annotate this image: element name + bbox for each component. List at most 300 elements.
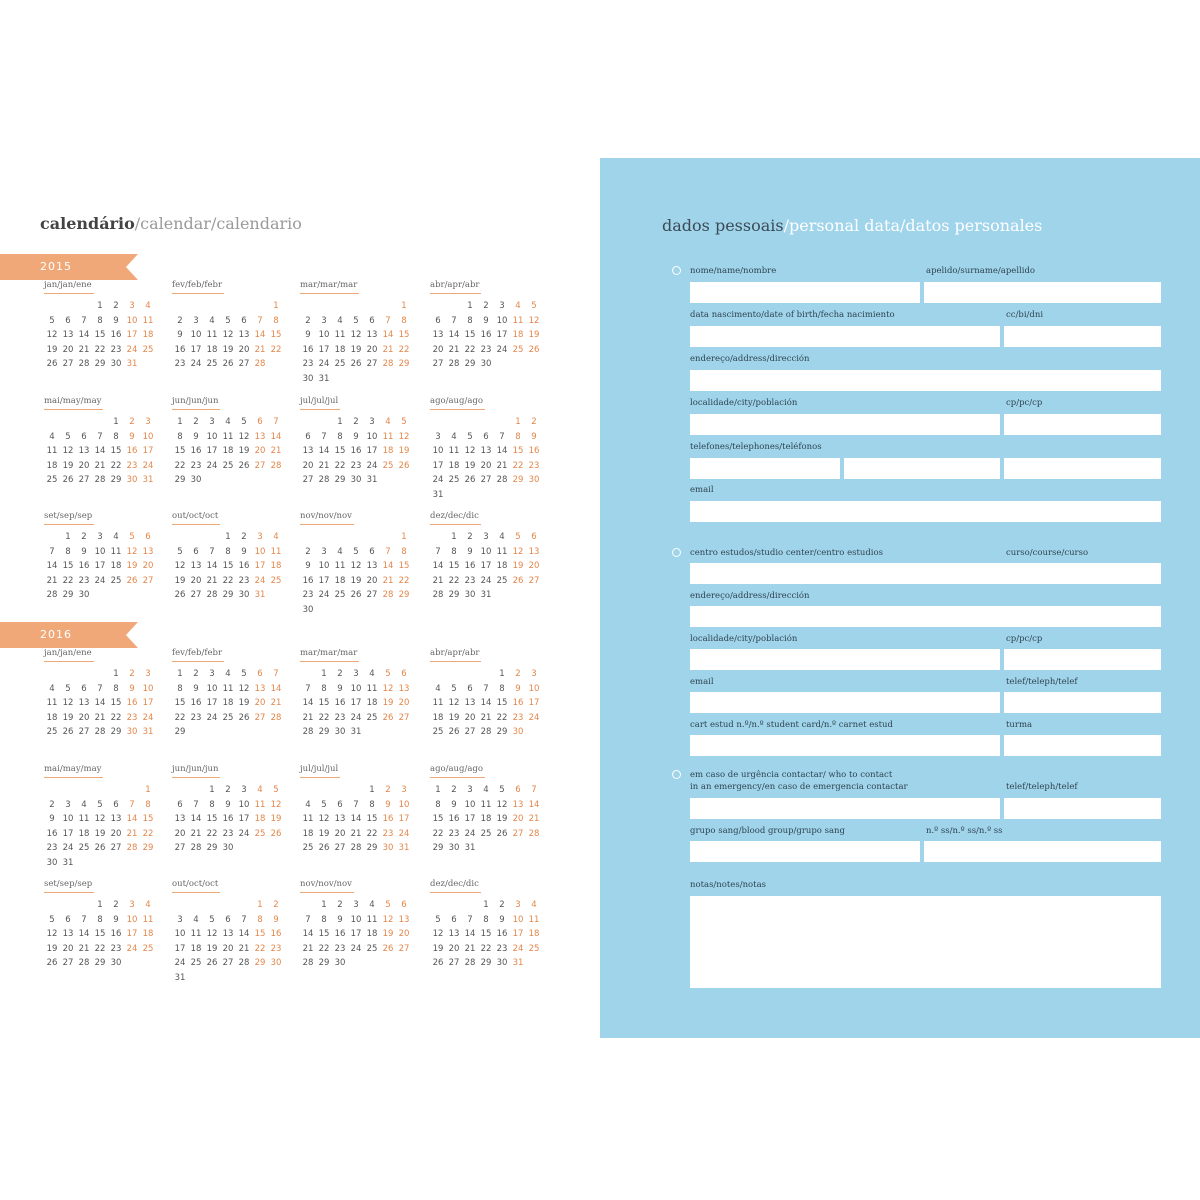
day-number: 1 <box>113 417 119 427</box>
day-number: 18 <box>432 712 444 723</box>
day-number: 21 <box>302 712 314 723</box>
day-number: 14 <box>94 698 106 708</box>
day-number: 28 <box>94 727 106 737</box>
day-number: 16 <box>496 929 508 939</box>
day-blank <box>332 530 348 545</box>
month-1-5 <box>172 756 284 856</box>
day-number: 13 <box>110 814 122 824</box>
day-number: 3 <box>177 914 183 925</box>
day-number: 25 <box>142 344 154 355</box>
day-blank <box>364 530 380 545</box>
day-number: 20 <box>254 446 266 456</box>
day-number: 5 <box>49 315 55 326</box>
day-blank <box>446 898 462 913</box>
day-number: 5 <box>385 669 391 679</box>
day-number: 11 <box>110 546 122 557</box>
month-name: abr/apr/abr <box>430 648 481 662</box>
day-number: 13 <box>512 799 524 810</box>
day-number: 4 <box>113 532 119 542</box>
day-number: 12 <box>350 330 362 340</box>
day-blank <box>60 667 76 682</box>
day-number: 2 <box>337 669 343 679</box>
day-number: 5 <box>65 431 71 442</box>
day-number: 28 <box>190 843 202 853</box>
month-1-0 <box>44 640 156 740</box>
day-number: 5 <box>467 431 473 442</box>
day-number: 12 <box>270 799 282 810</box>
day-blank <box>332 783 348 798</box>
day-number: 5 <box>401 417 407 427</box>
day-number: 18 <box>142 929 154 939</box>
month-1-6 <box>300 756 412 856</box>
label-course: curso/course/curso <box>1006 548 1089 558</box>
day-number: 8 <box>369 799 375 810</box>
day-number: 23 <box>496 943 508 954</box>
day-number: 31 <box>142 475 154 485</box>
day-number: 19 <box>350 575 362 586</box>
day-number: 21 <box>94 460 106 471</box>
day-number: 2 <box>531 417 537 427</box>
day-number: 27 <box>78 727 90 737</box>
day-blank <box>124 783 140 798</box>
day-number: 5 <box>209 914 215 925</box>
month-name: nov/nov/nov <box>300 511 354 525</box>
address-field[interactable] <box>690 370 1161 391</box>
day-number: 2 <box>467 532 473 542</box>
day-number: 31 <box>126 359 138 369</box>
school-city-field[interactable] <box>690 649 1000 670</box>
day-number: 31 <box>366 475 378 485</box>
day-number: 5 <box>435 914 441 925</box>
day-number: 3 <box>353 900 359 910</box>
day-number: 5 <box>241 417 247 427</box>
day-number: 26 <box>464 475 476 485</box>
day-number: 23 <box>78 575 90 586</box>
label-id: cc/bi/dni <box>1006 310 1044 320</box>
day-number: 14 <box>350 814 362 824</box>
phone-field-1[interactable] <box>690 458 840 479</box>
day-number: 28 <box>382 359 394 369</box>
school-field[interactable] <box>690 563 1161 584</box>
label-school: centro estudos/studio center/centro estudios <box>690 548 883 558</box>
day-number: 21 <box>480 712 492 723</box>
day-number: 7 <box>241 914 247 925</box>
day-number: 1 <box>499 669 505 679</box>
month-name: dez/dec/dic <box>430 879 481 893</box>
day-number: 14 <box>238 929 250 939</box>
day-number: 29 <box>496 727 508 737</box>
day-number: 5 <box>385 900 391 910</box>
day-blank <box>462 898 478 913</box>
day-number: 14 <box>254 330 266 340</box>
day-number: 25 <box>46 475 58 485</box>
day-number: 30 <box>334 958 346 968</box>
day-blank <box>430 530 446 545</box>
day-number: 1 <box>177 669 183 679</box>
day-number: 23 <box>126 712 138 723</box>
day-number: 2 <box>193 417 199 427</box>
label-student-card: cart estud n.º/n.º student card/n.º carnet estud <box>690 720 893 730</box>
day-number: 26 <box>496 828 508 839</box>
day-number: 13 <box>464 698 476 708</box>
emergency-phone-field[interactable] <box>1004 798 1161 819</box>
day-number: 11 <box>190 929 202 939</box>
day-number: 29 <box>62 590 74 600</box>
day-number: 14 <box>206 561 218 571</box>
day-number: 17 <box>318 344 330 355</box>
day-blank <box>60 415 76 430</box>
month-days <box>300 898 412 971</box>
day-number: 17 <box>142 446 154 456</box>
day-blank <box>300 898 316 913</box>
label-school-city: localidade/city/población <box>690 634 798 644</box>
day-number: 15 <box>464 330 476 340</box>
day-number: 10 <box>528 683 540 694</box>
day-number: 18 <box>512 330 524 340</box>
day-number: 26 <box>238 460 250 471</box>
day-number: 30 <box>78 590 90 600</box>
day-number: 7 <box>129 799 135 810</box>
day-number: 14 <box>94 446 106 456</box>
month-1-9 <box>172 871 284 985</box>
day-blank <box>300 415 316 430</box>
day-number: 21 <box>190 828 202 839</box>
day-number: 18 <box>78 828 90 839</box>
day-number: 15 <box>94 330 106 340</box>
day-blank <box>76 667 92 682</box>
day-number: 26 <box>126 575 138 586</box>
month-days <box>44 299 156 372</box>
day-number: 2 <box>225 785 231 795</box>
school-email-field[interactable] <box>690 692 1000 713</box>
month-1-7 <box>430 756 542 856</box>
month-0-11 <box>430 503 542 603</box>
day-number: 5 <box>273 785 279 795</box>
notes-field[interactable] <box>690 896 1161 988</box>
school-address-field[interactable] <box>690 606 1161 627</box>
day-number: 23 <box>46 843 58 853</box>
day-number: 9 <box>225 799 231 810</box>
day-number: 6 <box>145 532 151 542</box>
day-number: 7 <box>483 683 489 694</box>
day-blank <box>204 530 220 545</box>
day-number: 23 <box>350 460 362 471</box>
day-number: 10 <box>142 683 154 694</box>
day-number: 28 <box>528 828 540 839</box>
phone-field-3[interactable] <box>1004 458 1161 479</box>
day-number: 15 <box>448 561 460 571</box>
month-0-3 <box>430 272 542 372</box>
day-number: 11 <box>46 446 58 456</box>
day-number: 2 <box>81 532 87 542</box>
day-number: 10 <box>94 546 106 557</box>
day-number: 30 <box>512 727 524 737</box>
label-surname: apelido/surname/apellido <box>926 266 1036 276</box>
day-number: 26 <box>528 344 540 355</box>
day-number: 18 <box>448 460 460 471</box>
day-blank <box>220 299 236 314</box>
day-number: 7 <box>385 546 391 557</box>
day-number: 22 <box>398 344 410 355</box>
day-number: 12 <box>528 315 540 326</box>
day-number: 9 <box>113 914 119 925</box>
day-blank <box>430 415 446 430</box>
day-number: 13 <box>254 683 266 694</box>
month-name: dez/dec/dic <box>430 511 481 525</box>
month-0-9 <box>172 503 284 603</box>
day-number: 21 <box>94 712 106 723</box>
day-number: 24 <box>94 575 106 586</box>
day-number: 10 <box>432 446 444 456</box>
day-number: 20 <box>174 828 186 839</box>
day-number: 15 <box>174 446 186 456</box>
day-number: 17 <box>126 929 138 939</box>
school-phone-field[interactable] <box>1004 692 1161 713</box>
month-name: mai/may/may <box>44 764 103 778</box>
day-number: 5 <box>129 532 135 542</box>
school-postcode-field[interactable] <box>1004 649 1161 670</box>
postcode-field[interactable] <box>1004 414 1161 435</box>
day-number: 12 <box>62 698 74 708</box>
day-number: 4 <box>257 785 263 795</box>
day-number: 5 <box>451 683 457 694</box>
email-field[interactable] <box>690 501 1161 522</box>
day-number: 1 <box>209 785 215 795</box>
day-blank <box>430 667 446 682</box>
day-number: 4 <box>435 683 441 694</box>
day-number: 15 <box>318 929 330 939</box>
day-number: 16 <box>512 698 524 708</box>
day-number: 31 <box>254 590 266 600</box>
day-number: 12 <box>318 814 330 824</box>
day-blank <box>316 530 332 545</box>
day-number: 11 <box>528 914 540 925</box>
day-number: 22 <box>222 575 234 586</box>
day-number: 6 <box>515 785 521 795</box>
day-number: 23 <box>528 460 540 471</box>
student-card-field[interactable] <box>690 735 1000 756</box>
day-number: 7 <box>193 799 199 810</box>
day-number: 2 <box>177 315 183 326</box>
day-number: 9 <box>81 546 87 557</box>
day-number: 16 <box>222 814 234 824</box>
label-name: nome/name/nombre <box>690 266 777 276</box>
day-number: 1 <box>401 532 407 542</box>
day-number: 31 <box>350 727 362 737</box>
ss-number-field[interactable] <box>924 841 1161 862</box>
day-number: 10 <box>398 799 410 810</box>
day-number: 13 <box>302 446 314 456</box>
day-number: 19 <box>206 943 218 954</box>
day-number: 15 <box>206 814 218 824</box>
day-number: 26 <box>62 727 74 737</box>
day-number: 23 <box>448 828 460 839</box>
day-number: 14 <box>270 683 282 694</box>
day-number: 18 <box>366 698 378 708</box>
month-days <box>44 415 156 488</box>
day-number: 30 <box>496 958 508 968</box>
day-number: 18 <box>190 943 202 954</box>
day-number: 26 <box>62 475 74 485</box>
day-number: 16 <box>238 561 250 571</box>
day-number: 9 <box>385 799 391 810</box>
day-number: 22 <box>512 460 524 471</box>
day-number: 29 <box>398 590 410 600</box>
day-number: 5 <box>321 799 327 810</box>
id-field[interactable] <box>1004 326 1161 347</box>
day-number: 28 <box>78 958 90 968</box>
label-address: endereço/address/dirección <box>690 354 810 364</box>
label-school-email: email <box>690 677 714 687</box>
day-number: 17 <box>174 943 186 954</box>
day-number: 13 <box>174 814 186 824</box>
month-days <box>172 667 284 740</box>
day-number: 30 <box>270 958 282 968</box>
day-number: 1 <box>467 301 473 311</box>
day-number: 19 <box>398 446 410 456</box>
day-number: 16 <box>334 929 346 939</box>
day-number: 13 <box>142 546 154 557</box>
day-number: 24 <box>366 460 378 471</box>
day-number: 5 <box>225 315 231 326</box>
day-number: 25 <box>46 727 58 737</box>
blood-group-field[interactable] <box>690 841 920 862</box>
day-number: 20 <box>78 460 90 471</box>
label-birth: data nascimento/date of birth/fecha nacimiento <box>690 310 895 320</box>
day-number: 30 <box>302 604 314 615</box>
day-number: 7 <box>499 431 505 442</box>
day-number: 22 <box>464 344 476 355</box>
surname-field[interactable] <box>924 282 1161 303</box>
personal-data-title <box>662 216 1042 235</box>
day-number: 27 <box>528 575 540 586</box>
day-number: 19 <box>382 698 394 708</box>
class-field[interactable] <box>1004 735 1161 756</box>
day-number: 25 <box>334 359 346 369</box>
day-blank <box>348 530 364 545</box>
day-number: 12 <box>382 683 394 694</box>
day-number: 17 <box>62 828 74 839</box>
day-number: 1 <box>435 785 441 795</box>
day-number: 18 <box>334 575 346 586</box>
day-number: 3 <box>321 315 327 326</box>
day-number: 28 <box>496 475 508 485</box>
day-number: 20 <box>62 344 74 355</box>
day-number: 12 <box>350 561 362 571</box>
month-days <box>172 415 284 488</box>
day-number: 6 <box>177 799 183 810</box>
day-number: 22 <box>318 712 330 723</box>
day-number: 16 <box>270 929 282 939</box>
day-blank <box>478 415 494 430</box>
day-number: 9 <box>353 431 359 442</box>
day-number: 9 <box>337 914 343 925</box>
day-number: 24 <box>480 575 492 586</box>
day-number: 22 <box>110 712 122 723</box>
day-number: 13 <box>480 446 492 456</box>
day-number: 8 <box>467 315 473 326</box>
day-number: 8 <box>177 431 183 442</box>
day-number: 7 <box>257 315 263 326</box>
day-number: 26 <box>350 590 362 600</box>
day-number: 21 <box>464 943 476 954</box>
day-number: 24 <box>512 943 524 954</box>
day-number: 4 <box>369 900 375 910</box>
day-number: 8 <box>257 914 263 925</box>
day-number: 18 <box>222 698 234 708</box>
calendar-title-main: calendário <box>40 214 135 233</box>
day-number: 16 <box>302 575 314 586</box>
day-number: 24 <box>528 712 540 723</box>
name-field[interactable] <box>690 282 920 303</box>
day-number: 27 <box>78 475 90 485</box>
month-name: mai/may/may <box>44 396 103 410</box>
day-number: 20 <box>366 575 378 586</box>
day-number: 26 <box>512 575 524 586</box>
day-number: 28 <box>350 843 362 853</box>
day-number: 14 <box>480 698 492 708</box>
day-number: 19 <box>174 575 186 586</box>
day-number: 25 <box>190 958 202 968</box>
day-number: 23 <box>464 575 476 586</box>
day-number: 18 <box>270 561 282 571</box>
day-number: 1 <box>257 900 263 910</box>
label-school-postcode: cp/pc/cp <box>1006 634 1043 644</box>
day-number: 27 <box>366 359 378 369</box>
month-name: jun/jun/jun <box>172 396 220 410</box>
day-number: 26 <box>432 958 444 968</box>
day-number: 17 <box>94 561 106 571</box>
day-number: 25 <box>302 843 314 853</box>
day-number: 21 <box>302 943 314 954</box>
phone-field-2[interactable] <box>844 458 1000 479</box>
day-number: 21 <box>46 575 58 586</box>
city-field[interactable] <box>690 414 1000 435</box>
day-number: 6 <box>401 669 407 679</box>
day-number: 20 <box>334 828 346 839</box>
birth-date-field[interactable] <box>690 326 1000 347</box>
day-number: 7 <box>209 546 215 557</box>
day-number: 25 <box>366 712 378 723</box>
day-number: 19 <box>238 698 250 708</box>
day-number: 2 <box>273 900 279 910</box>
emergency-contact-field[interactable] <box>690 798 1000 819</box>
day-number: 16 <box>350 446 362 456</box>
month-days <box>44 530 156 603</box>
day-number: 7 <box>385 315 391 326</box>
day-number: 2 <box>499 900 505 910</box>
personal-data-title-rest: /personal data/datos personales <box>783 216 1043 235</box>
day-number: 3 <box>531 669 537 679</box>
day-number: 29 <box>110 727 122 737</box>
day-blank <box>76 898 92 913</box>
month-days <box>44 667 156 740</box>
section-bullet-school <box>672 548 681 557</box>
day-number: 21 <box>432 575 444 586</box>
day-number: 30 <box>190 475 202 485</box>
day-number: 13 <box>222 929 234 939</box>
day-blank <box>316 299 332 314</box>
day-blank <box>44 530 60 545</box>
day-number: 29 <box>110 475 122 485</box>
day-number: 20 <box>398 698 410 708</box>
day-number: 24 <box>190 359 202 369</box>
day-number: 21 <box>270 698 282 708</box>
day-blank <box>300 299 316 314</box>
day-number: 3 <box>515 900 521 910</box>
day-number: 17 <box>398 814 410 824</box>
day-number: 10 <box>350 914 362 925</box>
